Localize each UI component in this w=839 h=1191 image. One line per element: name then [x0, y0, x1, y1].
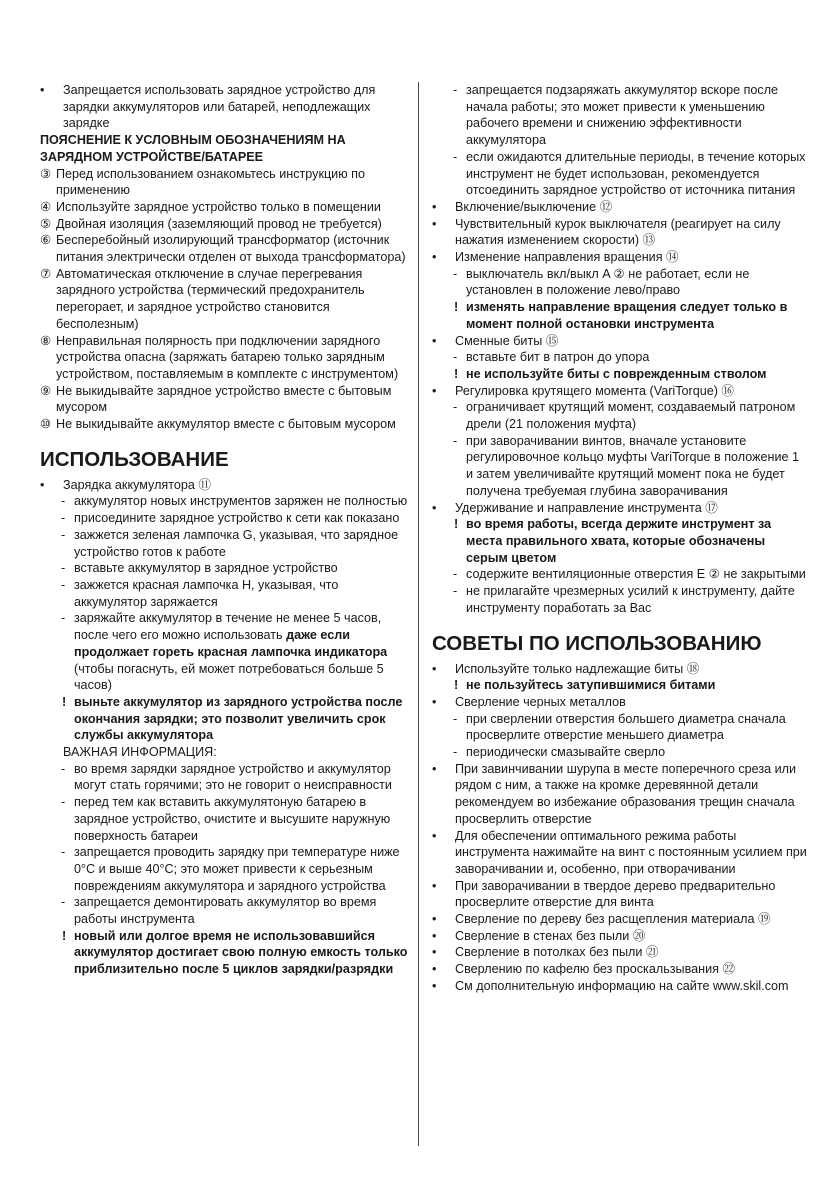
- charge-time-start: заряжайте аккумулятор в течение не менее 5 часов, после чего его можно использовать: [74, 611, 382, 643]
- right-column: [432, 82, 807, 995]
- symbol-text: Автоматическая отключение в случае перегревания зарядного устройства (термический предохранитель перегорает, и зарядное устройство становится бесполезным): [56, 266, 365, 331]
- symbol-text: Перед использованием ознакомьтесь инструкцию по применению: [56, 166, 365, 198]
- symbols-heading: ПОЯСНЕНИЕ К УСЛОВНЫМ ОБОЗНАЧЕНИЯМ НА ЗАРЯДНОМ УСТРОЙСТВЕ/БАТАРЕЕ: [40, 133, 346, 164]
- charging-step: - зажжется зеленая лампочка G, указывая, что зарядное устройство готов к работе: [40, 527, 410, 560]
- tip-bullet: • Используйте только надлежащие биты ⑱: [432, 661, 807, 678]
- symbol-number: ⑤: [40, 216, 52, 231]
- tip-warning: ! не пользуйтесь затупившимися битами: [432, 677, 807, 694]
- important-step: - во время зарядки зарядное устройство и аккумулятор могут стать горячими; это не говорит о неисправности: [40, 761, 410, 794]
- important-step: - запрещается проводить зарядку при температуре ниже 0°C и выше 40°C; это может привести к серьезным повреждениям аккумулятора и зарядного устройства: [40, 844, 410, 894]
- tip-bullet: • Сверление черных металлов: [432, 694, 807, 711]
- charging-step: - присоедините зарядное устройство к сети как показано: [40, 510, 410, 527]
- charger-warning-bullet: • Запрещается использовать зарядное устройство для зарядки аккумуляторов или батарей, неподлежащих зарядке: [40, 82, 410, 132]
- bits-warning: ! не используйте биты с поврежденным стволом: [432, 366, 807, 383]
- symbol-number: ⑥: [40, 233, 52, 248]
- direction-step: - выключатель вкл/выкл A ② не работает, если не установлен в положение лево/право: [432, 266, 807, 299]
- usage-title: ИСПОЛЬЗОВАНИЕ: [40, 447, 229, 471]
- charging-note: - если ожидаются длительные периоды, в течение которых инструмент не будет использован, рекомендуется отсоединить зарядное устройство от источника питания: [432, 149, 807, 199]
- hold-warning: ! во время работы, всегда держите инструмент за места правильного хвата, которые обозначены серым цветом: [432, 516, 807, 566]
- symbol-number: ⑩: [40, 417, 52, 432]
- symbol-item: [40, 333, 410, 383]
- tip-bullet: • Сверлению по кафелю без проскальзывания ㉒: [432, 961, 807, 978]
- symbol-number: ③: [40, 166, 52, 181]
- symbol-number: ⑦: [40, 266, 52, 281]
- symbol-item: [40, 266, 410, 333]
- torque-bullet: • Регулировка крутящего момента (VariTorque) ⑯: [432, 383, 807, 400]
- switch-bullet: • Включение/выключение ⑫: [432, 199, 807, 216]
- hold-bullet: • Удерживание и направление инструмента ⑰: [432, 500, 807, 517]
- charging-bullet: • Зарядка аккумулятора ⑪: [40, 477, 410, 494]
- symbol-number: ⑧: [40, 333, 52, 348]
- left-column: [40, 82, 410, 978]
- symbol-item: [40, 199, 410, 216]
- charging-note: - запрещается подзаряжать аккумулятор вскоре после начала работы; это может привести к уменьшению рабочего времени и снижению эффективности аккумулятора: [432, 82, 807, 149]
- direction-bullet: • Изменение направления вращения ⑭: [432, 249, 807, 266]
- bits-step: - вставьте бит в патрон до упора: [432, 349, 807, 366]
- symbol-text: Не выкидывайте зарядное устройство вместе с бытовым мусором: [56, 383, 392, 415]
- charge-time-step: [40, 610, 410, 694]
- important-label: ВАЖНАЯ ИНФОРМАЦИЯ:: [63, 745, 217, 760]
- tip-bullet: • Сверление по дереву без расщепления материала ⑲: [432, 911, 807, 928]
- important-step: - запрещается демонтировать аккумулятор во время работы инструмента: [40, 894, 410, 927]
- tip-bullet: • При заворачивании в твердое дерево предварительно просверлите отверстие для винта: [432, 878, 807, 911]
- symbol-item: [40, 383, 410, 416]
- symbol-text: Неправильная полярность при подключении зарядного устройства опасна (заряжать батарею только зарядным устройством, поставляемым в комплекте с инструментом): [56, 333, 399, 381]
- symbol-number: ⑨: [40, 383, 52, 398]
- column-divider: [418, 82, 419, 1146]
- tip-bullet: • Сверление в стенах без пыли ⑳: [432, 928, 807, 945]
- symbol-text: Не выкидывайте аккумулятор вместе с бытовым мусором: [56, 417, 396, 432]
- symbol-text: Используйте зарядное устройство только в помещении: [56, 199, 381, 214]
- website-link[interactable]: • См дополнительную информацию на сайте www.skil.com: [432, 978, 807, 995]
- symbol-text: Бесперебойный изолирующий трансформатор (источник питания электрически отделен от выхода трансформатора): [56, 233, 406, 265]
- tips-title: СОВЕТЫ ПО ИСПОЛЬЗОВАНИЮ: [432, 631, 762, 655]
- symbol-item: [40, 166, 410, 199]
- tip-step: - периодически смазывайте сверло: [432, 744, 807, 761]
- symbol-item: [40, 232, 410, 265]
- tip-step: - при сверлении отверстия большего диаметра сначала просверлите отверстие меньшего диаметра: [432, 711, 807, 744]
- tip-bullet: • Сверление в потолках без пыли ㉑: [432, 944, 807, 961]
- tip-bullet: • Для обеспечении оптимального режима работы инструмента нажимайте на винт с постоянным усилием при заворачивании и, особенно, при отворачивании: [432, 828, 807, 878]
- torque-step: - при заворачивании винтов, вначале установите регулировочное кольцо муфты VariTorque в положение 1 и затем увеличивайте крутящий момент пока не будет получена требуемая глубина заворачивания: [432, 433, 807, 500]
- charging-step: - аккумулятор новых инструментов заряжен не полностью: [40, 493, 410, 510]
- direction-warning: ! изменять направление вращения следует только в момент полной остановки инструмента: [432, 299, 807, 332]
- tip-bullet: • При завинчивании шурупа в месте поперечного среза или рядом с ним, а также на кромке деревянной детали рекомендуем во избежание образования трещин сначала просверлить отверстие: [432, 761, 807, 828]
- charging-step: - вставьте аккумулятор в зарядное устройство: [40, 560, 410, 577]
- bits-bullet: • Сменные биты ⑮: [432, 333, 807, 350]
- hold-step: - не прилагайте чрезмерных усилий к инструменту, дайте инструменту поработать за Вас: [432, 583, 807, 616]
- symbol-item: [40, 416, 410, 433]
- hold-step: - содержите вентиляционные отверстия E ② не закрытыми: [432, 566, 807, 583]
- symbol-text: Двойная изоляция (заземляющий провод не требуется): [56, 216, 382, 231]
- charge-time-bold: даже если продолжает гореть красная лампочка индикатора: [74, 628, 388, 659]
- remove-battery-warning: ! выньте аккумулятор из зарядного устройства после окончания зарядки; это позволит увеличить срок службы аккумулятора: [40, 694, 410, 744]
- important-step: - перед тем как вставить аккумулятоную батарею в зарядное устройство, очистите и высушите наружную поверхность батареи: [40, 794, 410, 844]
- symbol-item: [40, 216, 410, 233]
- trigger-bullet: • Чувствительный курок выключателя (реагирует на силу нажатия изменением скорости) ⑬: [432, 216, 807, 249]
- capacity-warning: ! новый или долгое время не использовавшийся аккумулятор достигает свою полную емкость только приблизительно после 5 циклов зарядки/разрядки: [40, 928, 410, 978]
- charge-time-end: (чтобы погаснуть, ей может потребоваться больше 5 часов): [74, 661, 384, 693]
- charging-step: - зажжется красная лампочка H, указывая, что аккумулятор заряжается: [40, 577, 410, 610]
- torque-step: - ограничивает крутящий момент, создаваемый патроном дрели (21 положения муфта): [432, 399, 807, 432]
- symbol-number: ④: [40, 199, 52, 214]
